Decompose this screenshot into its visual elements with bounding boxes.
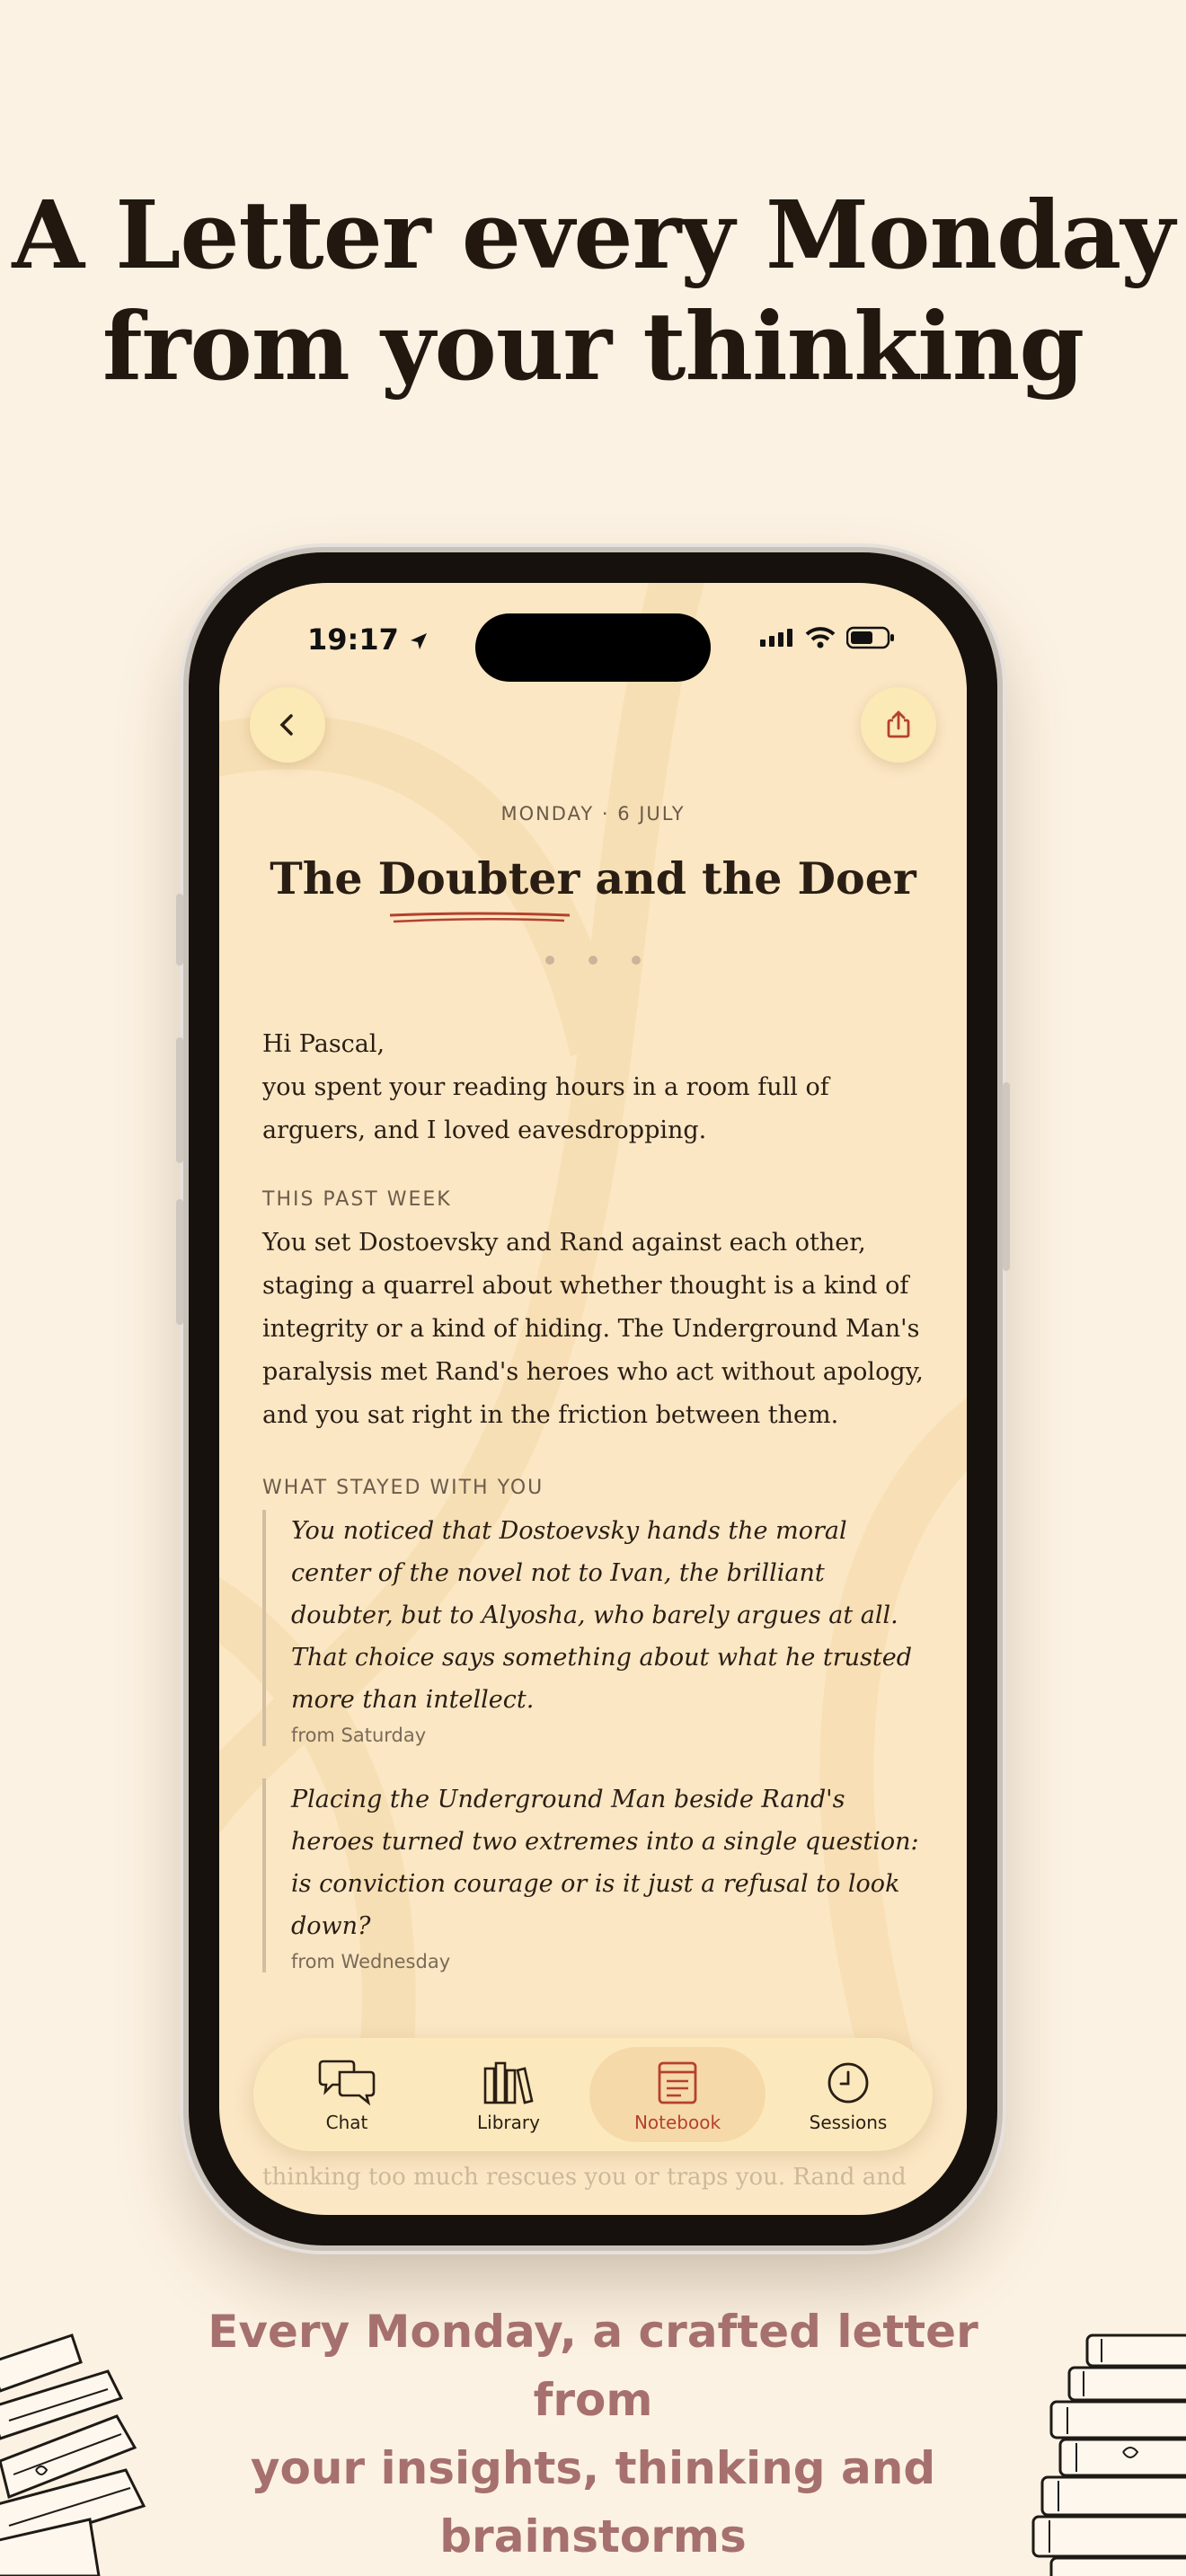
tab-label: Sessions	[809, 2112, 888, 2133]
tab-chat[interactable]	[266, 2047, 428, 2142]
faded-scroll-text: thinking too much rescues you or traps you. Rand and	[262, 2164, 907, 2191]
tab-notebook[interactable]	[589, 2047, 766, 2142]
quote-source: from Wednesday	[291, 1951, 451, 1972]
letter-body	[262, 1023, 927, 1972]
past-week-paragraph: You set Dostoevsky and Rand against each other, staging a quarrel about whether thought is a kind of integrity or a kind of hiding. The Underground Man's paralysis met Rand's heroes who act without apology, and you sat right in the friction between them.	[262, 1229, 924, 1429]
book-stack-right-illustration	[1015, 2326, 1186, 2576]
battery-icon	[846, 626, 895, 649]
tab-label: Library	[477, 2112, 540, 2133]
greeting: Hi Pascal,	[262, 1030, 385, 1058]
volume-up-button	[176, 1037, 183, 1163]
quote-text: You noticed that Dostoevsky hands the moral center of the novel not to Ivan, the brilliant doubter, but to Alyosha, who barely argues at all. That choice says something about what he trusted more than intellect.	[291, 1517, 913, 1714]
app-screen	[219, 583, 967, 2215]
wifi-icon	[805, 626, 836, 649]
status-icons	[760, 626, 895, 649]
quote-text: Placing the Underground Man beside Rand's heroes turned two extremes into a single question: is conviction courage or is it just a refusal to look down?	[291, 1786, 919, 1940]
caption	[144, 2298, 1042, 2571]
dynamic-island	[475, 613, 711, 682]
section-divider-dots	[219, 956, 967, 965]
phone-frame	[189, 552, 997, 2245]
caption-line-1: Every Monday, a crafted letter from	[208, 2306, 978, 2426]
headline-line-2: from your thinking	[102, 291, 1084, 401]
headline	[0, 180, 1186, 402]
mute-switch	[176, 894, 183, 966]
volume-down-button	[176, 1199, 183, 1325]
tab-label: Chat	[325, 2112, 368, 2133]
intro-paragraph: you spent your reading hours in a room full of arguers, and I loved eavesdropping.	[262, 1073, 829, 1144]
power-button	[1003, 1082, 1010, 1271]
letter-date: MONDAY · 6 JULY	[500, 803, 686, 825]
share-icon	[883, 710, 914, 740]
quote-source: from Saturday	[291, 1725, 427, 1746]
location-arrow-icon	[409, 631, 429, 651]
clock-icon	[825, 2060, 872, 2106]
quote-card	[262, 1510, 927, 1746]
caption-line-2: your insights, thinking and	[250, 2442, 936, 2494]
notebook-icon	[654, 2060, 701, 2106]
back-button[interactable]	[250, 687, 325, 763]
share-button[interactable]	[861, 687, 936, 763]
book-stack-left-illustration	[0, 2326, 153, 2576]
quote-card	[262, 1778, 927, 1972]
chevron-left-icon	[274, 711, 301, 738]
chat-bubbles-icon	[316, 2060, 377, 2106]
tab-sessions[interactable]	[767, 2047, 929, 2142]
tab-bar	[253, 2038, 933, 2151]
books-icon	[482, 2060, 535, 2106]
past-week-label: THIS PAST WEEK	[262, 1188, 452, 1211]
stayed-label: WHAT STAYED WITH YOU	[262, 1477, 544, 1499]
caption-line-3: brainstorms	[439, 2510, 747, 2563]
title-underline-scribble	[386, 910, 575, 928]
letter-title: The Doubter and the Doer	[270, 852, 916, 904]
signal-icon	[760, 627, 794, 648]
status-time: 19:17	[307, 622, 429, 657]
tab-library[interactable]	[428, 2047, 589, 2142]
headline-line-1: A Letter every Monday	[12, 180, 1174, 290]
tab-label: Notebook	[633, 2112, 721, 2133]
